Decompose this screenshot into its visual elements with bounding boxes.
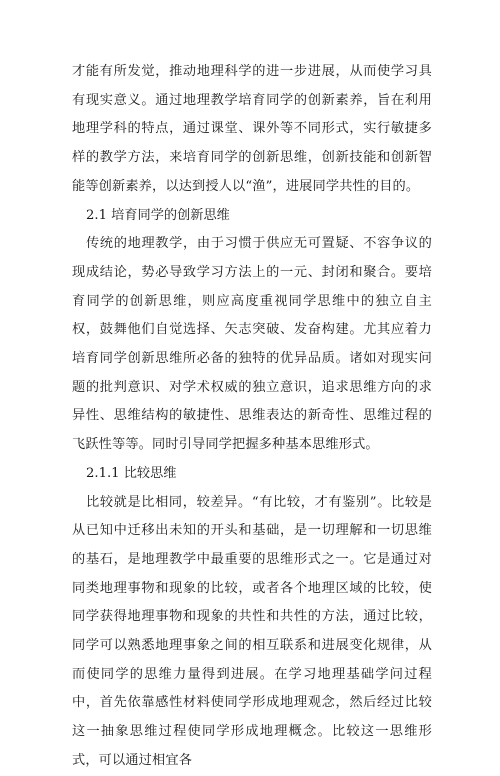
- paragraph-comparative-thinking: 比较就是比相同，较差异。“有比较，才有鉴别”。比较是从已知中迁移出未知的开头和基础，是一切理解和一切思维的基石，是地理教学中最重要的思维形式之一。它是通过对同类地理事物和现象的比较，或者各个地理区域的比较，使同学获得地理事物和现象的共性和共性的方法，通过比较，同学可以熟悉地理事象之间的相互联系和进展变化规律，从而使同学的思维力量得到进展。在学习地理基础学问过程中，首先依靠感性材料使同学形成地理观念，然后经过比较这一抽象思维过程使同学形成地理概念。比较这一思维形式，可以通过相宜各: [72, 494, 432, 768]
- section-heading-2-1: 2.1 培育同学的创新思维: [86, 207, 230, 223]
- section-heading-2-1-1: 2.1.1 比较思维: [86, 465, 177, 481]
- document-page: [72, 58, 432, 776]
- paragraph-intro: 才能有所发觉，推动地理科学的进一步进展，从而使学习具有现实意义。通过地理教学培育同学的创新素养，旨在利用地理学科的特点，通过课堂、课外等不同形式，实行敏捷多样的教学方法，来培育同学的创新思维，创新技能和创新智能等创新素养，以达到授人以“渔”，进展同学共性的目的。: [72, 64, 432, 194]
- paragraph-creative-thinking: 传统的地理教学，由于习惯于供应无可置疑、不容争议的现成结论，势必导致学习方法上的一元、封闭和聚合。要培育同学的创新思维，则应高度重视同学思维中的独立自主权，鼓舞他们自觉选择、矢志突破、发奋构建。尤其应着力培育同学创新思维所必备的独特的优异品质。诸如对现实问题的批判意识、对学术权威的独立意识，追求思维方向的求异性、思维结构的敏捷性、思维表达的新奇性、思维过程的飞跃性等等。同时引导同学把握多种基本思维形式。: [72, 236, 432, 453]
